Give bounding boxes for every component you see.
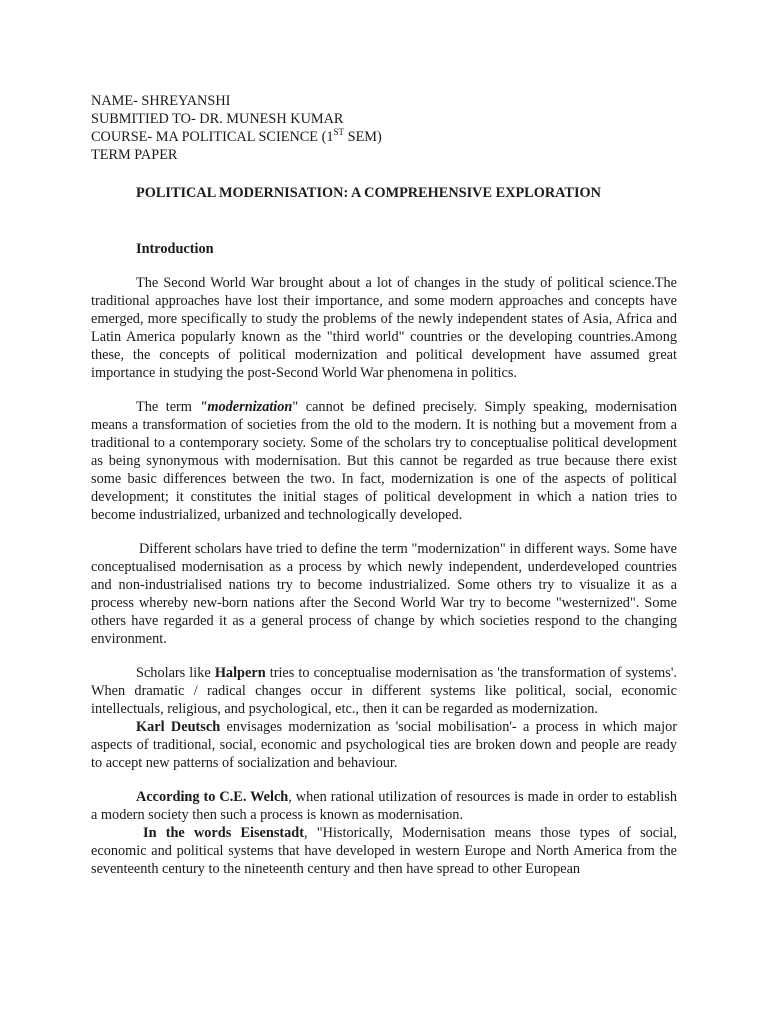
paragraph-2 [91,398,677,524]
scholar-halpern: Halpern [214,665,266,681]
paragraph-4-body: tries to conceptualise modernisation as 'the transformation of systems'. When dramatic / radical changes occur in different systems like political, social, economic intellectuals, religious, and psychological, etc., then it can be regarded as modernization. [91,665,677,717]
paragraph-2-lead: The term [136,399,200,415]
document-title: POLITICAL MODERNISATION: A COMPREHENSIVE EXPLORATION [136,185,601,201]
paragraph-7 [91,824,677,878]
paragraph-1: The Second World War brought about a lot of changes in the study of political science.The traditional approaches have lost their importance, and some modern approaches and concepts have emerged, more specifically to study the problems of the newly independent states of Asia, Africa and Latin America popularly known as the "third world" countries or the developing countries.Among these, the concepts of political modernization and political development have assumed great importance in studying the post-Second World War phenomena in politics. [91,275,677,381]
paragraph-4 [91,664,677,718]
paragraph-5-body: envisages modernization as 'social mobilisation'- a process in which major aspects of traditional, social, economic and psychological ties are broken down and people are ready to accept new patterns of socialization and behaviour. [91,719,677,771]
paragraph-4-lead: Scholars like [136,665,215,681]
paragraph-3: Different scholars have tried to define the term "modernization" in different ways. Some have conceptualised modernisation as a process by which newly independent, underdeveloped countries and non-industrialised nations try to become industrialized. Some others try to visualize it as a process whereby new-born nations after the Second World War try to become "westernized". Some others have regarded it as a general process of change by which societies respond to the changing environment. [91,541,677,647]
paragraph-6 [91,788,677,824]
modernization-term: "modernization [199,399,293,415]
course-superscript: ST [333,127,345,137]
section-heading-introduction: Introduction [136,241,214,257]
paragraph-5 [91,718,677,772]
scholar-karl-deutsch: Karl Deutsch [136,719,221,735]
paragraph-6-body: , when rational utilization of resources is made in order to establish a modern society then such a process is known as modernisation. [91,789,677,823]
scholar-welch: According to C.E. Welch [136,789,289,805]
paper-type: TERM PAPER [91,147,178,163]
student-name: NAME- SHREYANSHI [91,93,231,109]
paragraph-2-body: " cannot be defined precisely. Simply speaking, modernisation means a transformation of societies from the old to the modern. It is nothing but a movement from a traditional to a contemporary society. Some of the scholars try to conceptualise political development as being synonymous with modernisation. But this cannot be regarded as true because there exist some basic differences between the two. In fact, modernization is one of the aspects of political development; it constitutes the initial stages of political development in which a nation tries to become industrialized, urbanized and technologically developed. [91,399,677,523]
paragraph-7-body: , "Historically, Modernisation means those types of social, economic and political systems that have developed in western Europe and North America from the seventeenth century to the nineteenth century and then have spread to other European [91,825,677,877]
scholar-eisenstadt: In the words Eisenstadt [143,825,305,841]
submitted-to: SUBMITIED TO- DR. MUNESH KUMAR [91,111,344,127]
course-prefix: COURSE- MA POLITICAL SCIENCE (1 [91,129,334,145]
course-line [91,128,677,146]
course-suffix: SEM) [344,129,382,145]
